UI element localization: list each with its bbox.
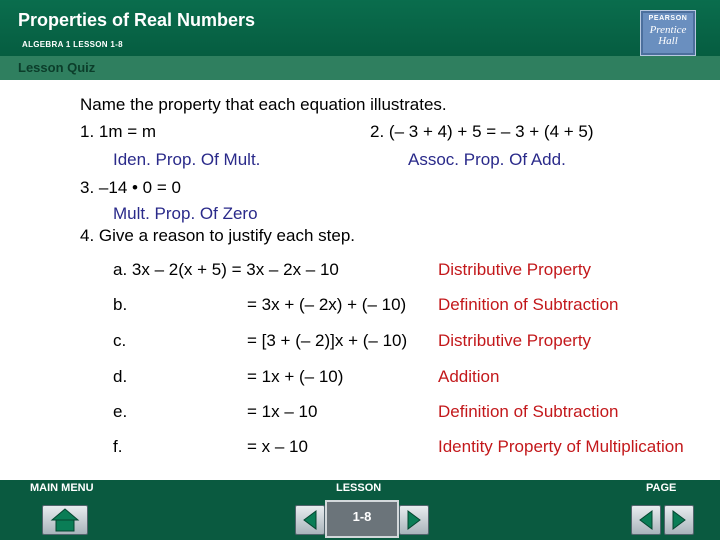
question-equation: 1m = m [98, 122, 157, 141]
logo-line-1: PEARSON [648, 15, 688, 22]
step-expression: = 1x – 10 [247, 402, 318, 421]
step-reason: Definition of Subtraction [438, 402, 619, 421]
question-3 [80, 178, 181, 198]
question-4 [80, 226, 355, 246]
main-menu-button[interactable] [42, 505, 88, 535]
next-lesson-button[interactable] [399, 505, 429, 535]
step-label: c. [113, 331, 127, 350]
question-2 [370, 122, 594, 142]
question-1 [80, 122, 156, 142]
step-a [113, 260, 339, 280]
step-expression: = 1x + (– 10) [247, 367, 344, 386]
step-reason: Definition of Subtraction [438, 295, 619, 314]
footer-nav [0, 480, 720, 540]
instructions: Name the property that each equation illustrates. [80, 95, 447, 114]
section-label: Lesson Quiz [18, 60, 96, 75]
page-label: PAGE [646, 482, 677, 494]
step-expression: = x – 10 [247, 437, 308, 456]
answer-3: Mult. Prop. Of Zero [113, 204, 258, 223]
answer-2: Assoc. Prop. Of Add. [408, 150, 566, 169]
publisher-logo [640, 10, 696, 56]
previous-page-button[interactable] [631, 505, 661, 535]
next-page-icon [665, 506, 693, 534]
step-label: a. [113, 260, 128, 279]
question-number: 2. [370, 122, 385, 141]
step-label: e. [113, 402, 128, 421]
step-expression: = 3x + (– 2x) + (– 10) [247, 295, 407, 314]
prev-page-icon [632, 506, 660, 534]
previous-lesson-button[interactable] [295, 505, 325, 535]
step-reason: Distributive Property [438, 260, 592, 279]
question-equation: (– 3 + 4) + 5 = – 3 + (4 + 5) [388, 122, 594, 141]
step-expression: 3x – 2(x + 5) = 3x – 2x – 10 [131, 260, 339, 279]
header-bar [0, 0, 720, 80]
step-reason: Identity Property of Multiplication [438, 437, 684, 456]
step-reason: Distributive Property [438, 331, 592, 350]
step-label: b. [113, 295, 128, 314]
section-strip [0, 56, 720, 80]
question-equation: –14 • 0 = 0 [98, 178, 181, 197]
question-number: 1. [80, 122, 95, 141]
next-lesson-icon [400, 506, 428, 534]
logo-line-2: Prentice Hall [649, 24, 687, 47]
main-menu-label: MAIN MENU [30, 482, 94, 494]
prev-lesson-icon [296, 506, 324, 534]
lesson-subtitle: ALGEBRA 1 LESSON 1-8 [22, 40, 123, 49]
quiz-content [0, 80, 720, 480]
question-number: 4. [80, 226, 95, 245]
home-icon [43, 506, 87, 534]
step-expression: = [3 + (– 2)]x + (– 10) [247, 331, 408, 350]
answer-1: Iden. Prop. Of Mult. [113, 150, 261, 169]
step-label: f. [113, 437, 123, 456]
lesson-label: LESSON [336, 482, 382, 494]
step-reason: Addition [438, 367, 500, 386]
step-label: d. [113, 367, 128, 386]
question-text: Give a reason to justify each step. [98, 226, 356, 245]
lesson-number-display[interactable]: 1-8 [325, 500, 399, 538]
question-number: 3. [80, 178, 95, 197]
page-title: Properties of Real Numbers [18, 10, 256, 30]
next-page-button[interactable] [664, 505, 694, 535]
